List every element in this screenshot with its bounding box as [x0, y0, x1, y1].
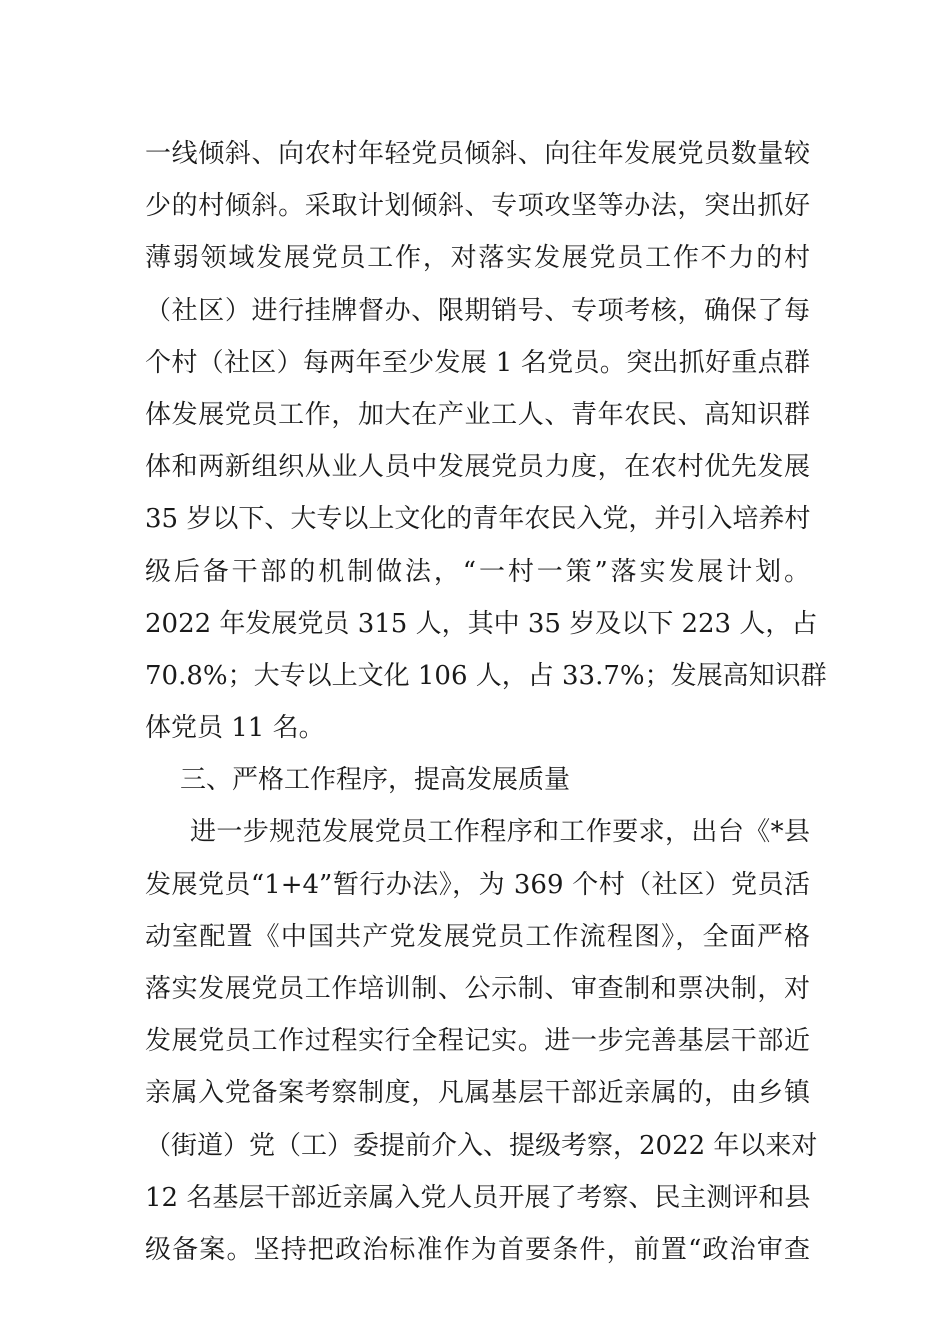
- paragraph-line: 薄弱领域发展党员工作，对落实发展党员工作不力的村: [145, 243, 810, 274]
- paragraph-line: 亲属入党备案考察制度，凡属基层干部近亲属的，由乡镇: [145, 1078, 810, 1109]
- paragraph-line: （街道）党（工）委提前介入、提级考察，2022 年以来对: [145, 1130, 818, 1161]
- paragraph-line: 落实发展党员工作培训制、公示制、审查制和票决制，对: [145, 974, 810, 1004]
- paragraph-line: 个村（社区）每两年至少发展 1 名党员。突出抓好重点群: [145, 347, 810, 378]
- paragraph-line: 体和两新组织从业人员中发展党员力度，在农村优先发展: [145, 452, 810, 483]
- paragraph-line: 体党员 11 名。: [145, 713, 325, 744]
- body-text: [145, 128, 827, 1276]
- paragraph-line: 进一步规范发展党员工作程序和工作要求，出台《*县: [190, 817, 810, 848]
- paragraph-line: 35 岁以下、大专以上文化的青年农民入党，并引入培养村: [145, 504, 811, 535]
- paragraph-line: 发展党员工作过程实行全程记实。进一步完善基层干部近: [145, 1026, 810, 1057]
- paragraph-line: 级备案。坚持把政治标准作为首要条件，前置“政治审查: [145, 1234, 810, 1265]
- paragraph-line: 2022 年发展党员 315 人，其中 35 岁及以下 223 人，占: [145, 608, 818, 639]
- paragraph-line: 体发展党员工作，加大在产业工人、青年农民、高知识群: [145, 399, 810, 430]
- paragraph-line: 少的村倾斜。采取计划倾斜、专项攻坚等办法，突出抓好: [145, 191, 810, 222]
- paragraph-line: 12 名基层干部近亲属入党人员开展了考察、民主测评和县: [145, 1182, 811, 1213]
- paragraph-line: 发展党员“1+4”暂行办法》，为 369 个村（社区）党员活: [145, 869, 810, 900]
- paragraph-line: 一线倾斜、向农村年轻党员倾斜、向往年发展党员数量较: [145, 139, 810, 169]
- section-heading: 三、严格工作程序，提高发展质量: [180, 765, 571, 796]
- paragraph-line: 级后备干部的机制做法，“一村一策”落实发展计划。: [145, 556, 810, 587]
- paragraph-line: 动室配置《中国共产党发展党员工作流程图》，全面严格: [145, 921, 810, 952]
- paragraph-line: （社区）进行挂牌督办、限期销号、专项考核，确保了每: [145, 295, 810, 326]
- paragraph-line: 70.8%；大专以上文化 106 人，占 33.7%；发展高知识群: [145, 660, 827, 691]
